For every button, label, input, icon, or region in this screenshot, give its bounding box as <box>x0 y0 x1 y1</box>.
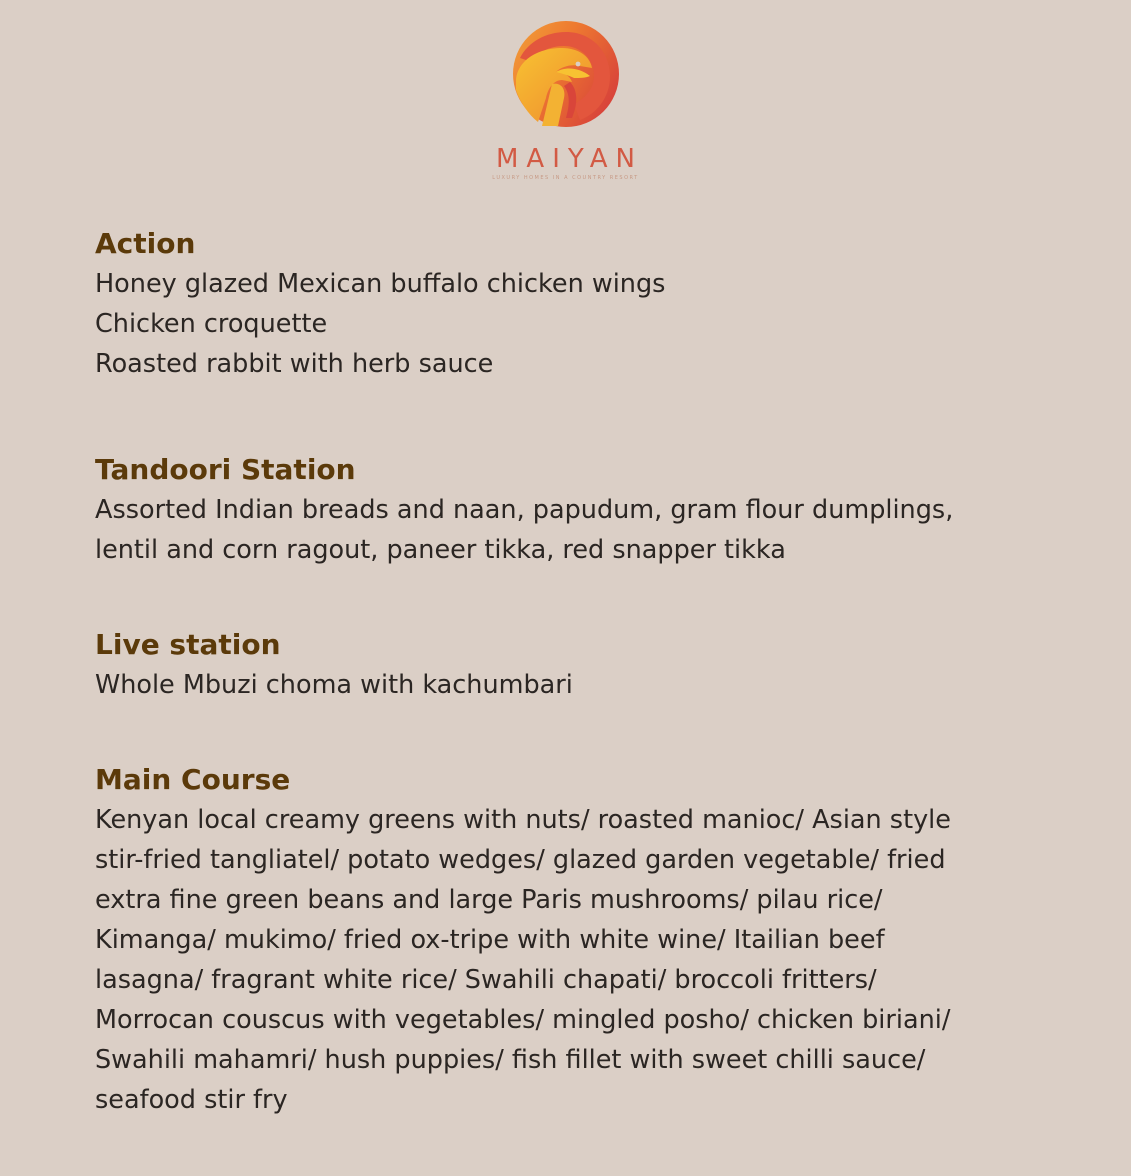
description-line: lasagna/ fragrant white rice/ Swahili chapati/ broccoli fritters/ <box>95 965 877 995</box>
brand-tagline: LUXURY HOMES IN A COUNTRY RESORT <box>492 175 639 181</box>
menu-item: Honey glazed Mexican buffalo chicken wings <box>95 269 666 299</box>
section-title: Main Course <box>95 763 291 796</box>
menu <box>95 224 1085 1120</box>
brand-logo <box>0 18 1131 181</box>
description-line: Morrocan couscus with vegetables/ mingled posho/ chicken biriani/ <box>95 1005 951 1035</box>
section-description <box>95 490 1085 570</box>
description-line: Swahili mahamri/ hush puppies/ fish fillet with sweet chilli sauce/ <box>95 1045 926 1075</box>
menu-item: Chicken croquette <box>95 309 328 339</box>
description-line: seafood stir fry <box>95 1085 288 1115</box>
section-title: Action <box>95 227 196 260</box>
description-line: Kimanga/ mukimo/ fried ox-tripe with white wine/ Itailian beef <box>95 925 885 955</box>
brand-name: MAIYAN <box>496 144 643 174</box>
eagle-logo-icon <box>506 18 626 132</box>
section-description <box>95 800 1085 1120</box>
section-main-course <box>95 760 1085 1120</box>
section-title: Live station <box>95 628 281 661</box>
description-line: lentil and corn ragout, paneer tikka, red snapper tikka <box>95 535 786 565</box>
description-line: extra fine green beans and large Paris mushrooms/ pilau rice/ <box>95 885 883 915</box>
description-line: Kenyan local creamy greens with nuts/ roasted manioc/ Asian style <box>95 805 951 835</box>
section-live-station <box>95 625 1085 705</box>
section-tandoori-station <box>95 450 1085 570</box>
menu-item: Whole Mbuzi choma with kachumbari <box>95 670 573 700</box>
description-line: Assorted Indian breads and naan, papudum, gram flour dumplings, <box>95 495 954 525</box>
menu-item: Roasted rabbit with herb sauce <box>95 349 494 379</box>
section-action <box>95 224 1085 384</box>
section-title: Tandoori Station <box>95 453 356 486</box>
description-line: stir-fried tangliatel/ potato wedges/ glazed garden vegetable/ fried <box>95 845 946 875</box>
